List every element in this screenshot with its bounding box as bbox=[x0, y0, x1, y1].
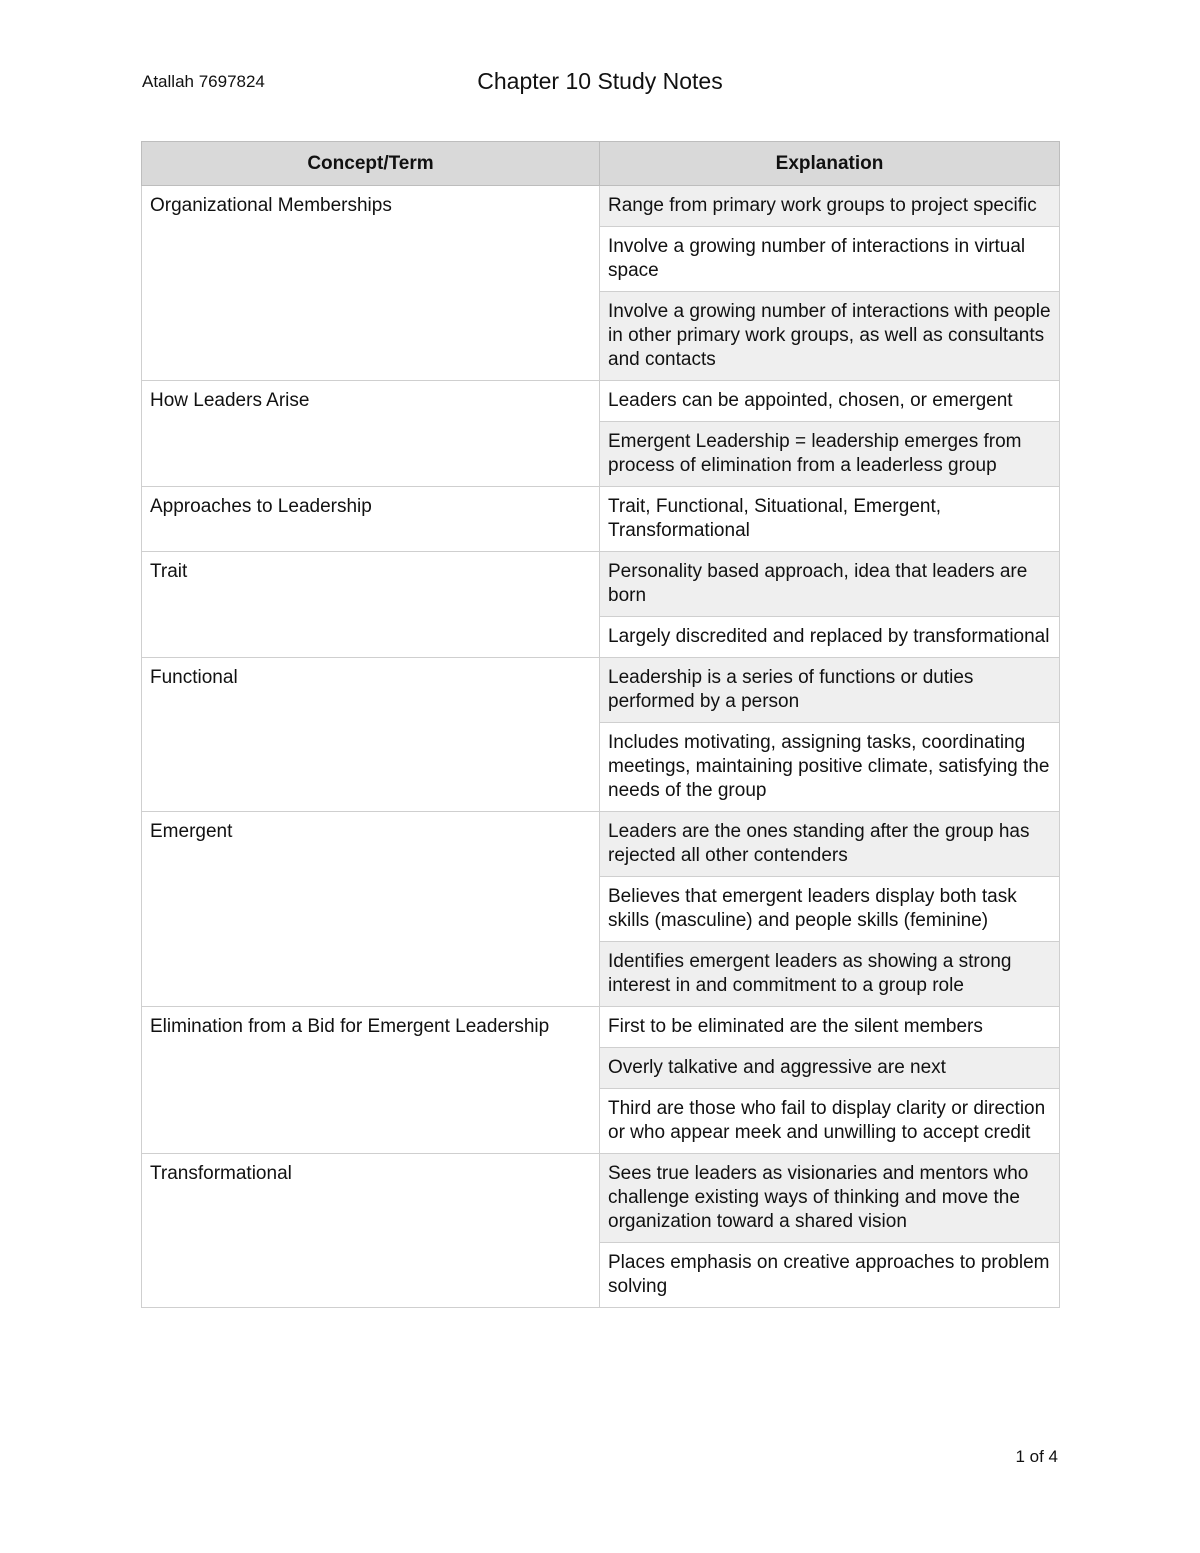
concept-term-cell: Functional bbox=[142, 658, 600, 812]
explanation-cell: Believes that emergent leaders display both task skills (masculine) and people skills (feminine) bbox=[600, 877, 1060, 942]
table-row bbox=[142, 186, 1060, 227]
explanation-cell: Third are those who fail to display clarity or direction or who appear meek and unwilling to accept credit bbox=[600, 1089, 1060, 1154]
author-id: Atallah 7697824 bbox=[142, 72, 265, 91]
explanation-cell: Leadership is a series of functions or duties performed by a person bbox=[600, 658, 1060, 723]
concept-term-cell: Emergent bbox=[142, 812, 600, 1007]
table-row bbox=[142, 658, 1060, 723]
table-row bbox=[142, 1007, 1060, 1048]
concept-term-cell: Organizational Memberships bbox=[142, 186, 600, 381]
explanation-cell: First to be eliminated are the silent members bbox=[600, 1007, 1060, 1048]
explanation-cell: Overly talkative and aggressive are next bbox=[600, 1048, 1060, 1089]
concept-term-cell: Trait bbox=[142, 552, 600, 658]
explanation-cell: Personality based approach, idea that leaders are born bbox=[600, 552, 1060, 617]
explanation-cell: Identifies emergent leaders as showing a strong interest in and commitment to a group role bbox=[600, 942, 1060, 1007]
concept-term-cell: Elimination from a Bid for Emergent Leadership bbox=[142, 1007, 600, 1154]
explanation-cell: Trait, Functional, Situational, Emergent, Transformational bbox=[600, 487, 1060, 552]
page-number: 1 of 4 bbox=[1015, 1447, 1058, 1466]
explanation-cell: Places emphasis on creative approaches to problem solving bbox=[600, 1243, 1060, 1308]
explanation-cell: Leaders can be appointed, chosen, or emergent bbox=[600, 381, 1060, 422]
table-body bbox=[142, 186, 1060, 1308]
page-title: Chapter 10 Study Notes bbox=[477, 68, 723, 94]
explanation-cell: Largely discredited and replaced by transformational bbox=[600, 617, 1060, 658]
table-row bbox=[142, 1154, 1060, 1243]
table-row bbox=[142, 552, 1060, 617]
column-header-concept: Concept/Term bbox=[142, 142, 600, 186]
explanation-cell: Leaders are the ones standing after the group has rejected all other contenders bbox=[600, 812, 1060, 877]
column-header-explanation: Explanation bbox=[600, 142, 1060, 186]
concept-term-cell: How Leaders Arise bbox=[142, 381, 600, 487]
explanation-cell: Emergent Leadership = leadership emerges from process of elimination from a leaderless group bbox=[600, 422, 1060, 487]
concept-term-cell: Transformational bbox=[142, 1154, 600, 1308]
table-row bbox=[142, 812, 1060, 877]
explanation-cell: Sees true leaders as visionaries and mentors who challenge existing ways of thinking and move the organization toward a shared vision bbox=[600, 1154, 1060, 1243]
table-row bbox=[142, 381, 1060, 422]
table-row bbox=[142, 487, 1060, 552]
study-notes-table bbox=[141, 141, 1060, 1308]
explanation-cell: Includes motivating, assigning tasks, coordinating meetings, maintaining positive climate, satisfying the needs of the group bbox=[600, 723, 1060, 812]
concept-term-cell: Approaches to Leadership bbox=[142, 487, 600, 552]
explanation-cell: Involve a growing number of interactions with people in other primary work groups, as well as consultants and contacts bbox=[600, 292, 1060, 381]
explanation-cell: Range from primary work groups to project specific bbox=[600, 186, 1060, 227]
explanation-cell: Involve a growing number of interactions in virtual space bbox=[600, 227, 1060, 292]
table-header-row bbox=[142, 142, 1060, 186]
